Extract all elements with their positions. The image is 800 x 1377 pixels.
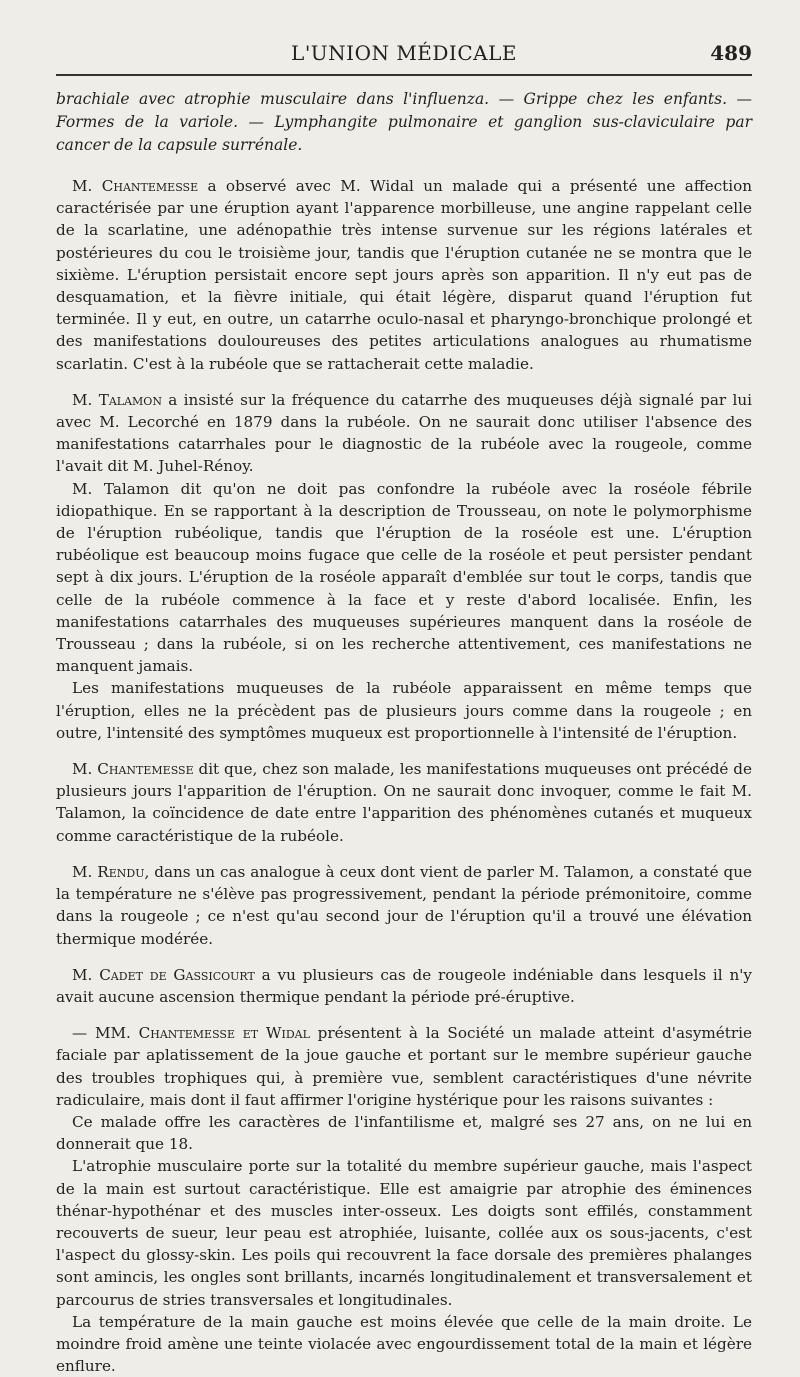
paragraph: [56, 861, 752, 950]
paragraph-text: Ce malade offre les caractères de l'infantilisme et, malgré ses 27 ans, on ne lui en donnerait que 18.: [56, 1112, 752, 1154]
speaker-name: M. Cadet de Gassicourt: [72, 965, 255, 984]
paragraph-text: présentent à la Société un malade atteint d'asymétrie faciale par aplatissement de la joue gauche et portant sur le membre supérieur gauche des troubles trophiques qui, à première vue, semblent caractéristiques d'une névrite radiculaire, mais dont il faut affirmer l'origine hystérique pour les raisons suivantes :: [56, 1024, 752, 1109]
paragraph-text: dit que, chez son malade, les manifestations muqueuses ont précédé de plusieurs jours l'apparition de l'éruption. On ne saurait donc invoquer, comme le fait M. Talamon, la coïncidence de date entre l'apparition des phénomènes cutanés et muqueux comme caractéristique de la rubéole.: [56, 760, 752, 845]
paragraph: [56, 758, 752, 847]
speaker-name: — MM. Chantemesse et Widal: [72, 1024, 310, 1043]
paragraph-text: La température de la main gauche est moins élevée que celle de la main droite. Le moindre froid amène une teinte violacée avec engourdissement total de la main et légère enflure.: [56, 1312, 752, 1376]
paragraph: [56, 389, 752, 478]
paragraph: [56, 1111, 752, 1155]
paragraph-text: a observé avec M. Widal un malade qui a présenté une affection caractérisée par une éruption ayant l'apparence morbilleuse, une angine rappelant celle de la scarlatine, une adénopathie très intense survenue sur les régions latérales et postérieures du cou le troisième jour, tandis que l'éruption cutanée ne se montra que le sixième. L'éruption persistait encore sept jours après son apparition. Il n'y eut pas de desquamation, et la fièvre initiale, qui était légère, disparut quand l'éruption fut terminée. Il y eut, en outre, un catarrhe oculo-nasal et pharyngo-bronchique prolongé et des manifestations douloureuses des petites articulations analogues au rhumatisme scarlatin. C'est à la rubéole que se rattacherait cette maladie.: [56, 177, 752, 373]
paragraph-text: Les manifestations muqueuses de la rubéole apparaissent en même temps que l'éruption, elles ne la précèdent pas de plusieurs jours comme dans la rougeole ; en outre, l'intensité des symptômes muqueux est proportionnelle à l'intensité de l'éruption.: [56, 679, 752, 742]
paragraph: [56, 175, 752, 375]
paragraph-text: M. Talamon dit qu'on ne doit pas confondre la rubéole avec la roséole fébrile idiopathique. En se rapportant à la description de Trousseau, on note le polymorphisme de l'éruption rubéolique, tandis que l'éruption de la roséole est une. L'éruption rubéolique est beaucoup moins fugace que celle de la roséole et peut persister pendant sept à dix jours. L'éruption de la roséole apparaît d'emblée sur tout le corps, tandis que celle de la rubéole commence à la face et y reste d'abord localisée. Enfin, les manifestations catarrhales des muqueuses supérieures manquent dans la roséole de Trousseau ; dans la rubéole, si on les recherche attentivement, ces manifestations ne manquent jamais.: [56, 479, 752, 676]
paragraph-text: L'atrophie musculaire porte sur la totalité du membre supérieur gauche, mais l'aspect de la main est surtout caractéristique. Elle est amaigrie par atrophie des éminences thénar-hypothénar et des muscles inter-osseux. Les doigts sont effilés, constamment recouverts de sueur, leur peau est atrophiée, luisante, collée aux os sous-jacents, c'est l'aspect du glossy-skin. Les poils qui recouvrent la face dorsale des premières phalanges sont amincis, les ongles sont brillants, incarnés longitudinalement et transversalement et parcourus de stries transversales et longitudinales.: [56, 1157, 752, 1309]
running-title: L'UNION MÉDICALE: [291, 41, 517, 65]
paragraph-text: a vu plusieurs cas de rougeole indéniable dans lesquels il n'y avait aucune ascension thermique pendant la période pré-éruptive.: [56, 965, 752, 1006]
paragraph: [56, 1311, 752, 1377]
intro-italic-text: brachiale avec atrophie musculaire dans l'influenza. — Grippe chez les enfants. — Formes de la variole. — Lymphangite pulmonaire et ganglion sus-claviculaire par cancer de la capsule surrénale.: [56, 90, 752, 154]
speaker-name: M. Talamon: [72, 390, 162, 409]
paragraph: [56, 478, 752, 678]
page-header: [56, 38, 752, 68]
speaker-name: M. Rendu: [72, 862, 145, 881]
paragraph: [56, 964, 752, 1008]
paragraph: [56, 1022, 752, 1111]
paragraph-text: , dans un cas analogue à ceux dont vient de parler M. Talamon, a constaté que la température ne s'élève pas progressivement, pendant la période prémonitoire, comme dans la rougeole ; ce n'est qu'au second jour de l'éruption qu'il a trouvé une élévation thermique modérée.: [56, 862, 753, 948]
page-number: 489: [710, 41, 752, 65]
paragraph-text: a insisté sur la fréquence du catarrhe des muqueuses déjà signalé par lui avec M. Lecorché en 1879 dans la rubéole. On ne saurait donc utiliser l'absence des manifestations catarrhales pour le diagnostic de la rubéole avec la rougeole, comme l'avait dit M. Juhel-Rénoy.: [56, 390, 753, 476]
header-rule: [56, 74, 752, 76]
speaker-name: M. Chantemesse: [72, 177, 199, 195]
speaker-name: M. Chantemesse: [72, 760, 194, 779]
paragraph: [56, 677, 752, 744]
paragraph: [56, 1155, 752, 1310]
